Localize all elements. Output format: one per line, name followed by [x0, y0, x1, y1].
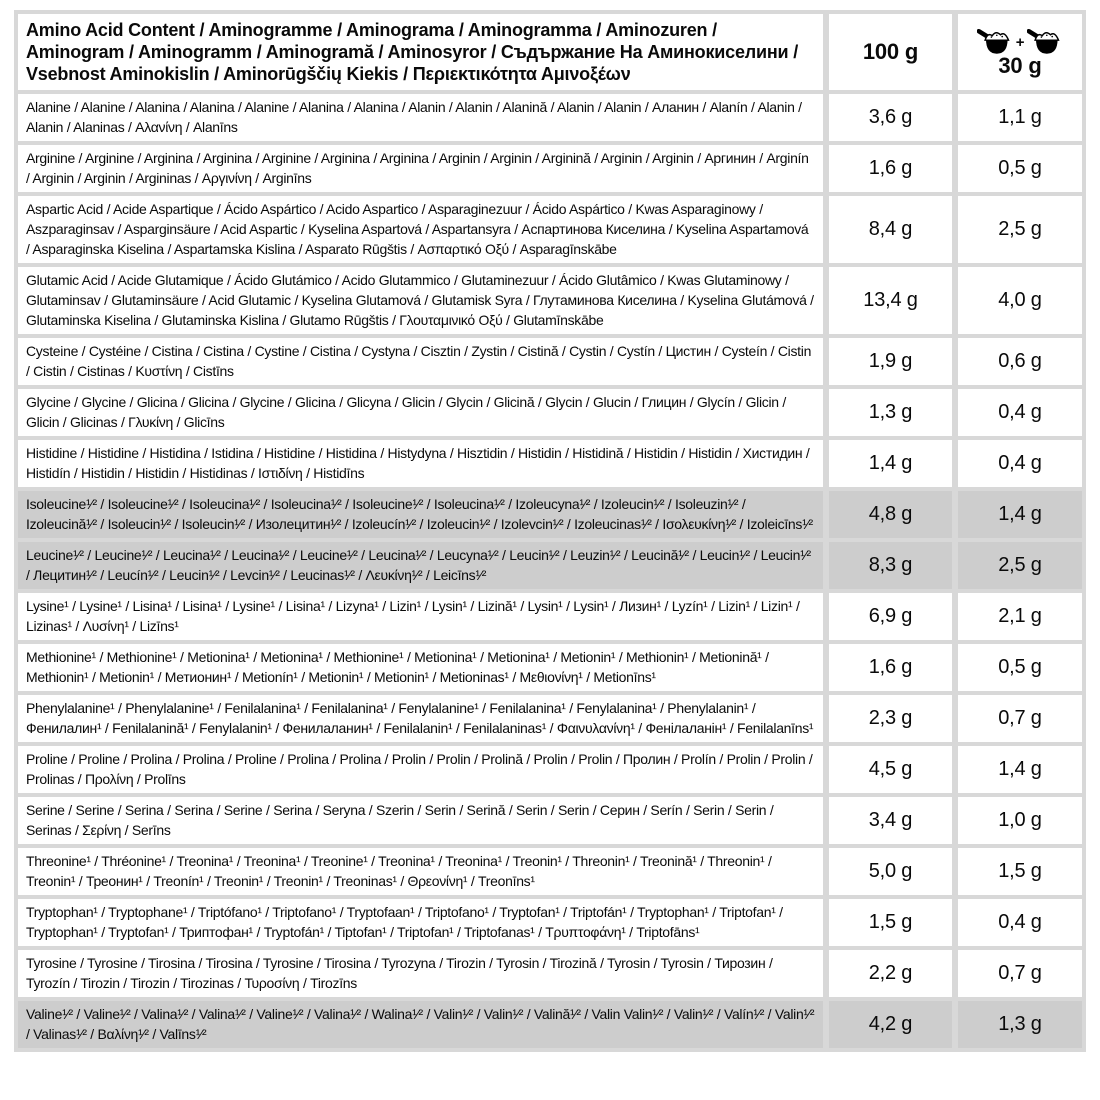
table-header-row: [18, 14, 1082, 90]
value-100g: 4,2 g: [829, 1001, 952, 1048]
column-header-30g-label: 30 g: [998, 53, 1042, 78]
value-30g: 0,4 g: [958, 440, 1082, 487]
scoop-icon: [977, 28, 1013, 56]
row-lysine: [18, 593, 1082, 640]
value-100g: 1,3 g: [829, 389, 952, 436]
row-histidine: [18, 440, 1082, 487]
amino-acid-names: Tyrosine / Tyrosine / Tirosina / Tirosina / Tyrosine / Tirosina / Tyrozyna / Tirozin / Tyrosin / Tirozină / Tyrosin / Tyrosin / Тирозин / Tyrozín / Tirozin / Tirozin / Tirozinas / Τυροσίνη / Tirozīns: [18, 950, 823, 997]
column-header-30g: [958, 14, 1082, 90]
scoop-icon: [1027, 28, 1063, 56]
value-100g: 1,9 g: [829, 338, 952, 385]
amino-acid-names: Isoleucine¹⁄² / Isoleucine¹⁄² / Isoleucina¹⁄² / Isoleucina¹⁄² / Isoleucine¹⁄² / Isoleucina¹⁄² / Izoleucyna¹⁄² / Izoleucin¹⁄² / Isoleuzin¹⁄² / Izoleucină¹⁄² / Isoleucin¹⁄² / Isoleucin¹⁄² / Изолецитин¹⁄² / Izoleucín¹⁄² / Izoleucin¹⁄² / Izolevcin¹⁄² / Izoleucinas¹⁄² / Ισολευκίνη¹⁄² / Izoleicīns¹⁄²: [18, 491, 823, 538]
value-100g: 1,6 g: [829, 644, 952, 691]
row-tyrosine: [18, 950, 1082, 997]
value-100g: 1,4 g: [829, 440, 952, 487]
amino-acid-names: Aspartic Acid / Acide Aspartique / Ácido Aspártico / Acido Aspartico / Asparaginezuur / Ácido Aspártico / Kwas Asparaginowy / Aszparaginsav / Asparginsäure / Acid Aspartic / Kyselina Aspartová / Aspartansyra / Аспартинова Киселина / Kyselina Aspartamová / Asparaginska Kiselina / Aspartamska Kislina / Asparato Rūgštis / Ασπαρτικό Οξύ / Asparagīnskābe: [18, 196, 823, 263]
value-30g: 1,4 g: [958, 746, 1082, 793]
value-30g: 0,5 g: [958, 145, 1082, 192]
value-30g: 0,6 g: [958, 338, 1082, 385]
value-100g: 2,2 g: [829, 950, 952, 997]
value-100g: 4,5 g: [829, 746, 952, 793]
value-30g: 2,5 g: [958, 196, 1082, 263]
row-leucine: [18, 542, 1082, 589]
row-arginine: [18, 145, 1082, 192]
amino-acid-names: Cysteine / Cystéine / Cistina / Cistina / Cystine / Cistina / Cystyna / Cisztin / Zystin / Cistină / Cystin / Cystín / Цистин / Cysteín / Cistin / Cistin / Cistinas / Κυστίνη / Cistīns: [18, 338, 823, 385]
amino-acid-names: Phenylalanine¹ / Phenylalanine¹ / Fenilalanina¹ / Fenilalanina¹ / Fenylalanine¹ / Fenilalanina¹ / Fenylalanina¹ / Phenylalanin¹ / Фенилалин¹ / Fenilalanină¹ / Fenylalanin¹ / Фенилаланин¹ / Fenilalanin¹ / Fenilalaninas¹ / Φαινυλανίνη¹ / Фенілаланін¹ / Fenilalanīns¹: [18, 695, 823, 742]
amino-acid-names: Glycine / Glycine / Glicina / Glicina / Glycine / Glicina / Glicyna / Glicin / Glycin / Glicină / Glycin / Glucin / Глицин / Glycín / Glicin / Glicin / Glicinas / Γλυκίνη / Glicīns: [18, 389, 823, 436]
amino-acid-names: Valine¹⁄² / Valine¹⁄² / Valina¹⁄² / Valina¹⁄² / Valine¹⁄² / Valina¹⁄² / Walina¹⁄² / Valin¹⁄² / Valin¹⁄² / Valină¹⁄² / Valin Valin¹⁄² / Valin¹⁄² / Valín¹⁄² / Valin¹⁄² / Valinas¹⁄² / Βαλίνη¹⁄² / Valīns¹⁄²: [18, 1001, 823, 1048]
amino-acid-names: Lysine¹ / Lysine¹ / Lisina¹ / Lisina¹ / Lysine¹ / Lisina¹ / Lizyna¹ / Lizin¹ / Lysin¹ / Lizină¹ / Lysin¹ / Lysin¹ / Лизин¹ / Lyzín¹ / Lizin¹ / Lizin¹ / Lizinas¹ / Λυσίνη¹ / Lizīns¹: [18, 593, 823, 640]
value-30g: 1,0 g: [958, 797, 1082, 844]
value-100g: 6,9 g: [829, 593, 952, 640]
amino-acid-table: [14, 10, 1086, 1052]
value-100g: 5,0 g: [829, 848, 952, 895]
table-title: Amino Acid Content / Aminogramme / Aminograma / Aminogramma / Aminozuren / Aminogram / Aminogramm / Aminogramă / Aminosyror / Съдържание На Аминокиселини / Vsebnost Aminokislin / Aminorūgščių Kiekis / Περιεκτικότητα Αμινοξέων: [18, 14, 823, 90]
value-30g: 0,7 g: [958, 950, 1082, 997]
value-30g: 4,0 g: [958, 267, 1082, 334]
row-threonine: [18, 848, 1082, 895]
value-100g: 1,5 g: [829, 899, 952, 946]
value-30g: 0,5 g: [958, 644, 1082, 691]
row-aspartic-acid: [18, 196, 1082, 263]
value-30g: 0,4 g: [958, 389, 1082, 436]
amino-acid-names: Threonine¹ / Thréonine¹ / Treonina¹ / Treonina¹ / Treonine¹ / Treonina¹ / Treonina¹ / Treonin¹ / Threonin¹ / Treonină¹ / Threonin¹ / Treonin¹ / Треонин¹ / Treonín¹ / Treonin¹ / Treonin¹ / Treoninas¹ / Θρεονίνη¹ / Treonīns¹: [18, 848, 823, 895]
value-30g: 1,4 g: [958, 491, 1082, 538]
row-glutamic-acid: [18, 267, 1082, 334]
amino-acid-names: Methionine¹ / Methionine¹ / Metionina¹ / Metionina¹ / Methionine¹ / Metionina¹ / Metionina¹ / Metionin¹ / Methionin¹ / Metionină¹ / Methionin¹ / Metionin¹ / Метионин¹ / Metionín¹ / Metionin¹ / Metionin¹ / Metioninas¹ / Μεθιονίνη¹ / Metionīns¹: [18, 644, 823, 691]
amino-acid-names: Proline / Proline / Prolina / Prolina / Proline / Prolina / Prolina / Prolin / Prolin / Prolină / Prolin / Prolin / Пролин / Prolín / Prolin / Prolin / Prolinas / Προλίνη / Prolīns: [18, 746, 823, 793]
row-glycine: [18, 389, 1082, 436]
value-100g: 4,8 g: [829, 491, 952, 538]
amino-acid-names: Tryptophan¹ / Tryptophane¹ / Triptófano¹ / Triptofano¹ / Tryptofaan¹ / Triptofano¹ / Tryptofan¹ / Triptofán¹ / Tryptophan¹ / Triptofan¹ / Tryptophan¹ / Tryptofan¹ / Триптофан¹ / Tryptofán¹ / Tiptofan¹ / Triptofan¹ / Triptofanas¹ / Τρυπτοφάνη¹ / Triptofāns¹: [18, 899, 823, 946]
amino-acid-names: Leucine¹⁄² / Leucine¹⁄² / Leucina¹⁄² / Leucina¹⁄² / Leucine¹⁄² / Leucina¹⁄² / Leucyna¹⁄² / Leucin¹⁄² / Leuzin¹⁄² / Leucină¹⁄² / Leucin¹⁄² / Leucin¹⁄² / Лецитин¹⁄² / Leucín¹⁄² / Leucin¹⁄² / Levcin¹⁄² / Leucinas¹⁄² / Λευκίνη¹⁄² / Leicīns¹⁄²: [18, 542, 823, 589]
value-30g: 0,4 g: [958, 899, 1082, 946]
plus-icon: +: [1015, 33, 1025, 51]
row-phenylalanine: [18, 695, 1082, 742]
amino-acid-names: Serine / Serine / Serina / Serina / Serine / Serina / Seryna / Szerin / Serin / Serină / Serin / Serin / Серин / Serín / Serin / Serin / Serinas / Σερίνη / Serīns: [18, 797, 823, 844]
value-30g: 1,3 g: [958, 1001, 1082, 1048]
value-30g: 1,5 g: [958, 848, 1082, 895]
row-cysteine: [18, 338, 1082, 385]
value-100g: 13,4 g: [829, 267, 952, 334]
row-alanine: [18, 94, 1082, 141]
amino-acid-names: Histidine / Histidine / Histidina / Istidina / Histidine / Histidina / Histydyna / Hisztidin / Histidin / Histidină / Histidin / Histidin / Хистидин / Histidín / Histidin / Histidin / Histidinas / Ιστιδίνη / Histidīns: [18, 440, 823, 487]
row-valine: [18, 1001, 1082, 1048]
value-100g: 8,4 g: [829, 196, 952, 263]
value-100g: 2,3 g: [829, 695, 952, 742]
amino-acid-names: Alanine / Alanine / Alanina / Alanina / Alanine / Alanina / Alanina / Alanin / Alanin / Alanină / Alanin / Alanin / Аланин / Alanín / Alanin / Alanin / Alaninas / Αλανίνη / Alanīns: [18, 94, 823, 141]
value-100g: 3,6 g: [829, 94, 952, 141]
value-30g: 0,7 g: [958, 695, 1082, 742]
value-100g: 3,4 g: [829, 797, 952, 844]
value-100g: 1,6 g: [829, 145, 952, 192]
row-isoleucine: [18, 491, 1082, 538]
column-header-100g: 100 g: [829, 14, 952, 90]
row-serine: [18, 797, 1082, 844]
row-methionine: [18, 644, 1082, 691]
amino-acid-names: Arginine / Arginine / Arginina / Arginina / Arginine / Arginina / Arginina / Arginin / Arginin / Arginină / Arginin / Arginin / Аргинин / Arginín / Arginin / Arginin / Argininas / Αργινίνη / Arginīns: [18, 145, 823, 192]
amino-acid-names: Glutamic Acid / Acide Glutamique / Ácido Glutámico / Acido Glutammico / Glutaminezuur / Ácido Glutâmico / Kwas Glutaminowy / Glutaminsav / Glutaminsäure / Acid Glutamic / Kyselina Glutamová / Glutamisk Syra / Глутаминова Киселина / Kyselina Glutámová / Glutaminska Kiselina / Glutaminska Kislina / Glutamo Rūgštis / Γλουταμινικό Οξύ / Glutamīnskābe: [18, 267, 823, 334]
value-30g: 1,1 g: [958, 94, 1082, 141]
row-tryptophan: [18, 899, 1082, 946]
row-proline: [18, 746, 1082, 793]
value-30g: 2,5 g: [958, 542, 1082, 589]
value-100g: 8,3 g: [829, 542, 952, 589]
value-30g: 2,1 g: [958, 593, 1082, 640]
